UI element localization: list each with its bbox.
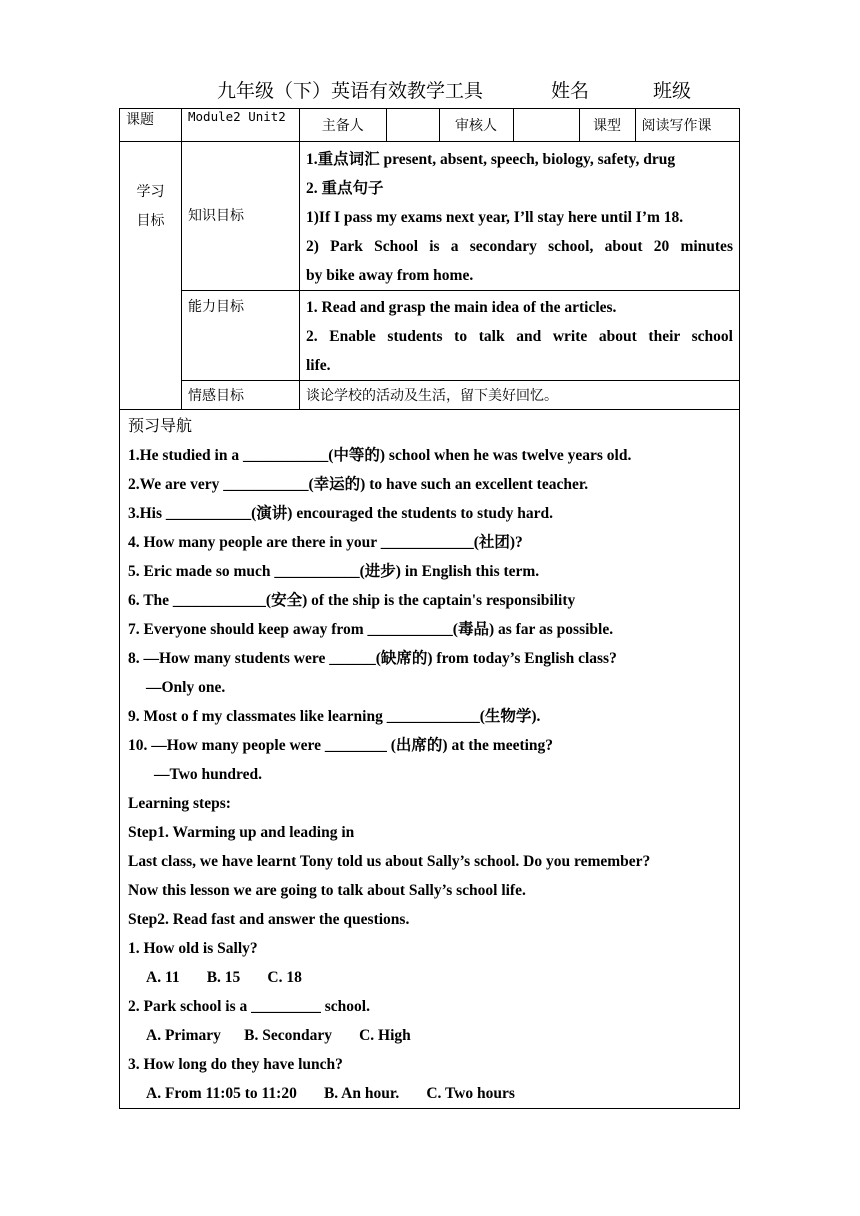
reviewer-value <box>513 109 579 141</box>
preparer-value <box>386 109 439 141</box>
objectives-ability-row <box>120 291 740 381</box>
preview-answer: —Only one. <box>146 679 226 696</box>
preview-item: 1.He studied in a ___________(中等的) school when he was twelve years old. <box>128 447 632 464</box>
emotion-objective-content: 谈论学校的活动及生活，留下美好回忆。 <box>300 381 740 410</box>
preview-and-steps <box>120 410 740 1109</box>
lesson-plan-table <box>119 108 740 1109</box>
preview-answer: —Two hundred. <box>154 766 262 783</box>
page-header <box>0 76 860 104</box>
question: 2. Park school is a _________ school. <box>128 998 370 1015</box>
preview-item: 9. Most o f my classmates like learning ____________(生物学). <box>128 708 541 725</box>
question: 3. How long do they have lunch? <box>128 1056 343 1073</box>
preview-item: 4. How many people are there in your ____________(社团)? <box>128 534 523 551</box>
preview-item: 6. The ____________(安全) of the ship is the captain's responsibility <box>128 592 576 609</box>
ability-objective-label: 能力目标 <box>182 291 300 381</box>
preview-item: 7. Everyone should keep away from ___________(毒品) as far as possible. <box>128 621 614 638</box>
preview-item: 2.We are very ___________(幸运的) to have such an excellent teacher. <box>128 476 589 493</box>
ability-objective-content: 1. Read and grasp the main idea of the articles. 2. Enable students to talk and write about their school life. <box>300 291 740 381</box>
topic-label: 课题 <box>120 109 182 142</box>
name-field-label: 姓名 <box>551 81 590 102</box>
objectives-label: 学习 目标 <box>120 142 182 410</box>
step2-title: Step2. Read fast and answer the questions. <box>128 911 410 928</box>
preparer-label: 主备人 <box>300 109 386 141</box>
type-label: 课型 <box>579 109 635 141</box>
class-field-label: 班级 <box>653 81 692 102</box>
page-title: 九年级（下）英语有效教学工具 <box>217 81 484 102</box>
step1-text: Now this lesson we are going to talk about Sally’s school life. <box>128 882 526 899</box>
info-row <box>120 109 740 142</box>
preview-item: 8. —How many students were ______(缺席的) from today’s English class? <box>128 650 617 667</box>
preview-heading: 预习导航 <box>128 418 193 435</box>
objectives-knowledge-row <box>120 142 740 291</box>
question-options: A. Primary B. Secondary C. High <box>146 1027 411 1044</box>
learning-steps-heading: Learning steps: <box>128 795 231 812</box>
preview-item: 10. —How many people were ________ (出席的) at the meeting? <box>128 737 554 754</box>
step1-title: Step1. Warming up and leading in <box>128 824 355 841</box>
emotion-objective-label: 情感目标 <box>182 381 300 410</box>
reviewer-label: 审核人 <box>439 109 513 141</box>
question: 1. How old is Sally? <box>128 940 258 957</box>
knowledge-objective-content: 1.重点词汇 present, absent, speech, biology, safety, drug 2. 重点句子 1)If I pass my exams next year, I’ll stay here until I’m 18. 2) Park School is a secondary school, about 20 minutes by bike away from home. <box>300 142 740 291</box>
step1-text: Last class, we have learnt Tony told us about Sally’s school. Do you remember? <box>128 853 651 870</box>
question-options: A. From 11:05 to 11:20 B. An hour. C. Two hours <box>146 1085 515 1102</box>
body-row <box>120 410 740 1109</box>
preview-item: 3.His ___________(演讲) encouraged the students to study hard. <box>128 505 553 522</box>
preview-item: 5. Eric made so much ___________(进步) in English this term. <box>128 563 540 580</box>
knowledge-objective-label: 知识目标 <box>182 142 300 291</box>
type-value: 阅读写作课 <box>641 119 712 134</box>
topic-value: Module2 Unit2 <box>182 109 300 142</box>
objectives-emotion-row <box>120 381 740 410</box>
question-options: A. 11 B. 15 C. 18 <box>146 969 302 986</box>
